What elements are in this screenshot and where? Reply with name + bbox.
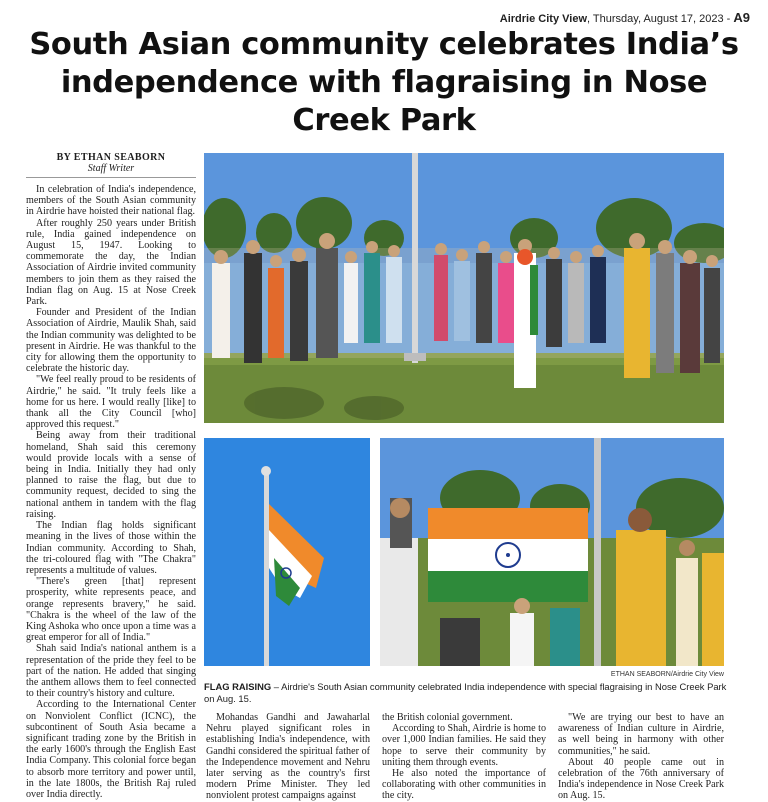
photo-credit: ETHAN SEABORN/Airdrie City View bbox=[610, 671, 724, 678]
folio-separator: - bbox=[723, 13, 734, 25]
paragraph: According to Shah, Airdrie is home to over 1,000 Indian families. He said they hope to serve their community by uniting them through events. bbox=[382, 723, 546, 768]
paragraph: Being away from their traditional homeland, Shah said this ceremony would provide locals with a sense of being in India. Initially they had only planned to raise the flag, but due to community request, decided to sing the national anthem in tandem with the flag raising. bbox=[26, 430, 196, 520]
main-photo bbox=[204, 153, 724, 423]
photo-caption bbox=[204, 681, 728, 704]
paragraph: He also noted the importance of collaborating with other communities in the city. bbox=[382, 768, 546, 802]
paragraph: After roughly 250 years under British rule, India gained independence on August 15, 1947. Looking to commemorate the day, the Indian Association of Airdrie invited community members to join them as they raised the Indian flag on Aug. 15 at Nose Creek Park. bbox=[26, 217, 196, 308]
paragraph: "We are trying our best to have an awareness of Indian culture in Airdrie, as well being in harmony with other communities," he said. bbox=[558, 712, 724, 757]
flag-display-photo bbox=[380, 438, 724, 666]
paragraph: "We feel really proud to be residents of Airdrie," he said. "It truly feels like a home for us here. I would really [like] to thank all the City Council [who] approved this request." bbox=[26, 374, 196, 431]
headline: South Asian community celebrates India’s independence with flagraising in Nose Creek Park bbox=[29, 27, 739, 138]
caption-tag: FLAG RAISING bbox=[204, 681, 272, 692]
caption-dash: – bbox=[271, 681, 282, 692]
paragraph: Shah said India's national anthem is a representation of the pride they feel to be part of the nation. He added that singing the anthem allows them to feel connected to their country's history and culture. bbox=[26, 643, 196, 700]
publication-name: Airdrie City View bbox=[499, 13, 587, 25]
byline-rule bbox=[26, 177, 196, 178]
article-column-4 bbox=[558, 712, 724, 802]
paragraph: the British colonial government. bbox=[382, 712, 513, 723]
article-column-2 bbox=[206, 712, 370, 802]
paragraph: Mohandas Gandhi and Jawaharlal Nehru played significant roles in establishing India's independence, with Gandhi considered the spiritual father of the Independence movement and Nehru later serving as the country's first modern Prime Minister. They led nonviolent protest campaigns against bbox=[206, 712, 370, 802]
paragraph: Founder and President of the Indian Association of Airdrie, Maulik Shah, said the Indian community was delighted to be present in Airdrie. He was thankful to the city for allowing them the opportunity to celebrate the historic day. bbox=[26, 307, 196, 375]
folio-comma: , bbox=[587, 13, 593, 25]
caption-text: Airdrie's South Asian community celebrated India independence with special flagraising in Nose Creek Park on Aug. 15. bbox=[204, 681, 727, 704]
paragraph: The Indian flag holds significant meaning in the lives of those within the Indian community. According to Shah, the tri-coloured flag with "The Chakra" represents a multitude of values. bbox=[26, 520, 196, 576]
flag-pole-photo bbox=[204, 438, 370, 666]
issue-date: Thursday, August 17, 2023 bbox=[592, 13, 724, 25]
paragraph: According to the International Center on Nonviolent Conflict (ICNC), the subcontinent of South Asia became a significant trading zone by the British in the early 1600's through the English East India Company. This colonial force began to absorb more territory and power until, in the late 1800s, the British Raj ruled over India directly. bbox=[26, 699, 196, 800]
article-column-1 bbox=[26, 184, 196, 800]
page-folio bbox=[500, 10, 750, 25]
paragraph: "There's green [that] represent prosperity, white represents peace, and orange represents bravery," he said. "Chakra is the wheel of the law of the King Ashoka who once upon a time was a great emperor for all of India." bbox=[26, 576, 196, 644]
page-number: A9 bbox=[733, 10, 750, 25]
paragraph: In celebration of India's independence, members of the South Asian community in Airdrie have hoisted their national flag. bbox=[26, 184, 196, 218]
article-column-3 bbox=[382, 712, 546, 802]
paragraph: About 40 people came out in celebration of the 76th anniversary of India's independence in Nose Creek Park on Aug. 15. bbox=[558, 756, 724, 802]
byline-author: BY ETHAN SEABORN bbox=[56, 152, 166, 163]
byline-role: Staff Writer bbox=[87, 163, 135, 174]
byline bbox=[26, 152, 196, 174]
